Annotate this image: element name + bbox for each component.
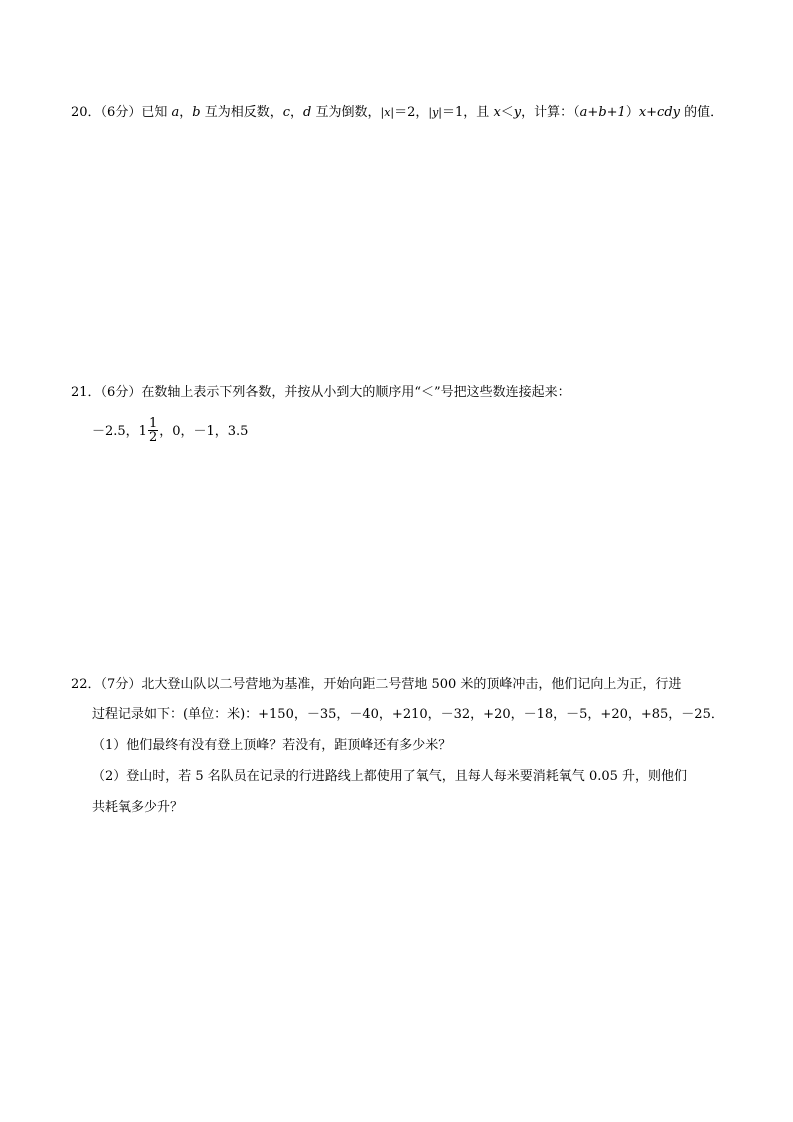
equals-1: ＝1，且 [442, 105, 494, 120]
close-paren: ） [625, 105, 639, 120]
question-20-text-4: ，计算：（ [521, 105, 580, 120]
question-22-text-1: 北大登山队以二号营地为基准，开始向距二号营地 500 米的顶峰冲击，他们记向上为正，行进 [141, 677, 682, 692]
question-22-line-2 [92, 706, 724, 724]
less-than-sign: ＜ [500, 105, 514, 120]
equals-2: ＝2， [394, 105, 429, 120]
question-22-sub-2 [92, 768, 687, 786]
question-21 [71, 384, 571, 402]
fraction-denominator: 2 [148, 430, 158, 445]
fraction-numerator: 1 [148, 416, 158, 431]
question-20-text-2: 互为相反数， [200, 105, 283, 120]
abs-x: |x| [380, 106, 395, 119]
question-21-score: （6分） [100, 385, 142, 400]
var-a: a [171, 105, 180, 120]
sub-question-1: （1）他们最终有没有登上顶峰？若没有，距顶峰还有多少米？ [92, 738, 452, 753]
expression-2: x+cdy [638, 105, 680, 120]
question-21-text: 在数轴上表示下列各数，并按从小到大的顺序用“＜”号把这些数连接起来： [141, 385, 571, 400]
var-d: d [303, 105, 312, 120]
question-21-number-list [92, 418, 248, 445]
var-x: x [493, 105, 501, 120]
question-22-sub-2-cont [92, 799, 183, 817]
question-22-number: 22． [71, 677, 101, 692]
question-22-line-1 [71, 676, 681, 694]
question-20-text-5: 的值． [680, 105, 724, 120]
comma: ， [290, 105, 304, 120]
sub-question-2-line-1: （2）登山时，若 5 名队员在记录的行进路线上都使用了氧气，且每人每米要消耗氧气 0.05 升，则他们 [92, 769, 688, 784]
number-list-end: ，0，－1，3.5 [159, 424, 249, 439]
question-20 [71, 104, 723, 122]
question-22-text-2: 过程记录如下：(单位：米)：+150，－35，－40，+210，－32，+20，－18，－5，+20，+85，－25． [92, 707, 724, 722]
question-20-score: （6分） [100, 105, 142, 120]
question-22-score: （7分） [100, 677, 142, 692]
sub-question-2-line-2: 共耗氧多少升？ [92, 800, 184, 815]
question-20-number: 20． [71, 105, 101, 120]
var-c: c [282, 105, 290, 120]
question-20-text-1: 已知 [141, 105, 172, 120]
question-20-text-3: 互为倒数， [311, 105, 381, 120]
abs-y: |y| [428, 106, 443, 119]
fraction-one-half [148, 417, 158, 444]
comma: ， [179, 105, 193, 120]
var-b: b [192, 105, 201, 120]
number-list-start: －2.5，1 [92, 424, 147, 439]
question-21-number: 21． [71, 385, 101, 400]
expression-1: a+b+1 [579, 105, 626, 120]
question-22-sub-1 [92, 737, 451, 755]
var-y: y [513, 105, 522, 120]
